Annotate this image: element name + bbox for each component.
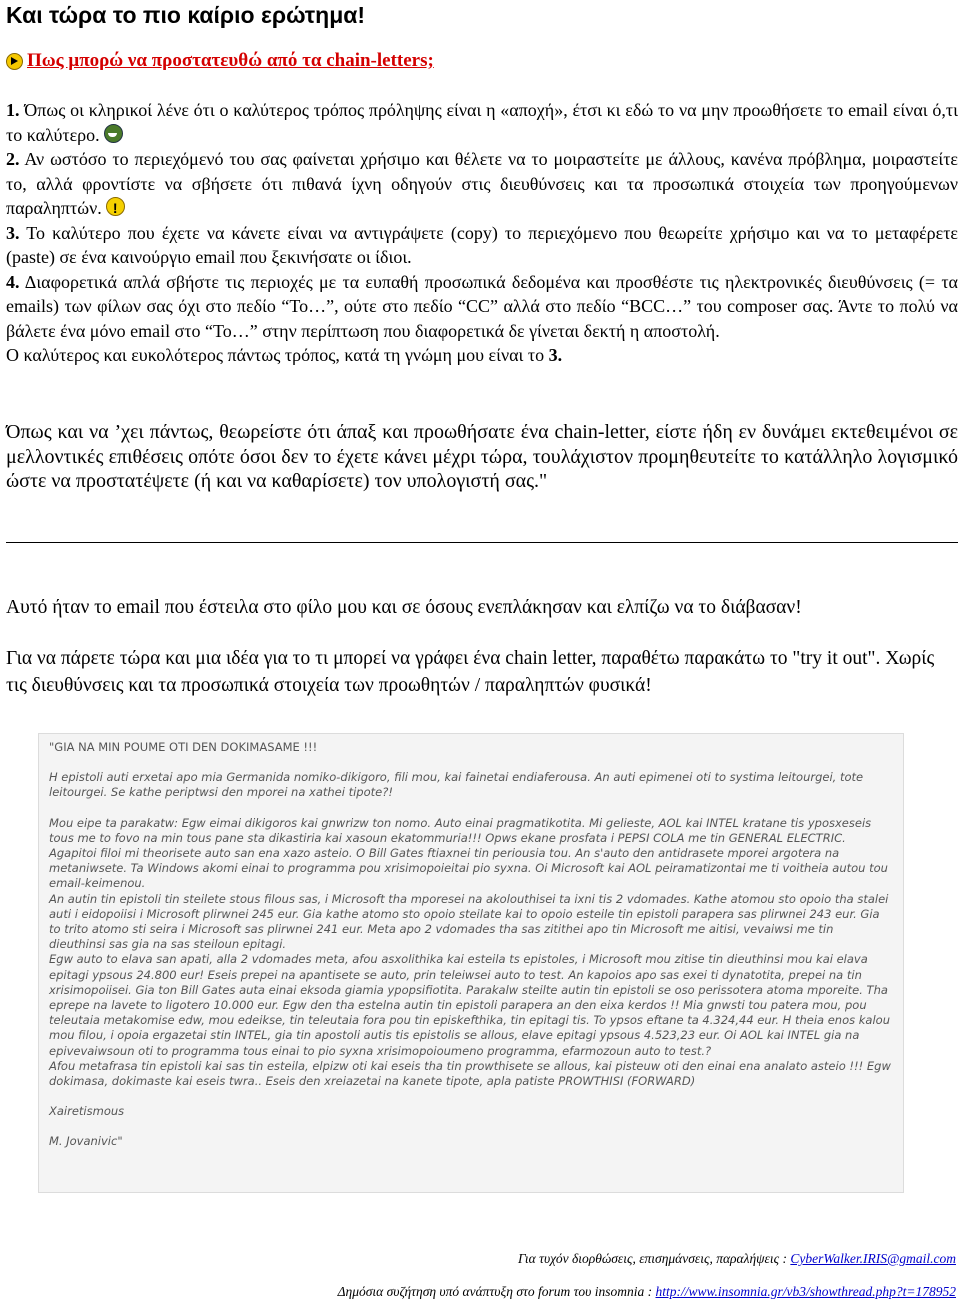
- section-link[interactable]: [6, 50, 434, 72]
- quote-body-5: Afou metafrasa tin epistoli kai sas tin esteila, elpizw oti kai eseis tha tin prowthisete se allous, kai pisteuw oti den einai ena analato asteio !!! Egw dokimasa, dokimaste kai eseis twra.. Eseis den xreiazetai na kanete tipote, apla patiste PROWTHISI (FORWARD): [49, 1058, 891, 1089]
- step-text: Αν ωστόσο το περιεχόμενό του σας φαίνεται χρήσιμο και θέλετε να το μοιραστείτε με άλλους, κανένα πρόβλημα, μοιραστείτε το, αλλά φροντίστε να σβήσετε ότι πιθανά ίχνη οδηγούν στις διευθύνσεις και τα προσωπικά στοιχεία των προηγούμενων παραληπτών.: [6, 149, 958, 218]
- exclamation-emoticon-icon: [106, 197, 125, 216]
- quote-body-1: Mou eipe ta parakatw: Egw eimai dikigoros kai gnwrizw ton nomo. Auto einai pragmatikotita. Mi gelieste, AOL kai INTEL kratane tis yposxeseis tous me to fovo na min tous pane sta dikastiria kai xasoun ekatommuria!!! Opws ekane prosfata i PEPSI COLA me tin GENERAL ELECTRIC.: [49, 815, 872, 845]
- step-number: 4.: [6, 271, 20, 292]
- quote-title: "GIA NA MIN POUME OTI DEN DOKIMASAME !!!: [49, 740, 318, 754]
- try-it-out-intro: Για να πάρετε τώρα και μια ιδέα για το τι μπορεί να γράφει ένα chain letter, παραθέτω παρακάτω το "try it out". Χωρίς τις διευθύνσεις και τα προσωπικά στοιχεία των προωθητών / παραληπτών φυσικά!: [6, 648, 935, 696]
- quote-intro: H epistoli auti erxetai apo mia Germanida nomiko-dikigoro, fili mou, kai fainetai endiaferousa. An auti epimenei oti to systima leitourgei, tote leitourgei. Se kathe periptwsi den mporei na xathei tipote?!: [49, 770, 864, 800]
- protection-link[interactable]: Πως μπορώ να προστατευθώ από τα chain-letters;: [27, 50, 434, 71]
- step-number: 1.: [6, 100, 20, 120]
- best-way-text: Ο καλύτερος και ευκολότερος πάντως τρόπος, κατά τη γνώμη μου είναι το: [6, 345, 545, 365]
- quote-body-3: An autin tin epistoli tin steilete stous filous sas, i Microsoft tha mporesei na akolouthisei ta ixni tis 2 vdomades. Kathe atomou sto opoio tha stalei auti i eidopoiisi i Microsoft plirwnei 245 eur. Gia kathe atomo sto opoio steilate kai to opoio esteile tin epistoli parapera sas plirwnei 243 eur. Gia to trito atomo sti seira i Microsoft sas plirwnei 241 eur. Meta apo 2 vdomades tha sas zitithei apo tin Microsoft me aitisi, vevaiwsi me tin dieuthinsi sas gia na sas steiloun epitagi.: [49, 891, 889, 952]
- forum-thread-link[interactable]: http://www.insomnia.gr/vb3/showthread.php?t=178952: [655, 1284, 956, 1299]
- discussion-label: Δημόσια συζήτηση υπό ανάπτυξη στο forum του insomnia :: [337, 1284, 653, 1299]
- footer-discussion: [338, 1284, 956, 1300]
- step-3: [6, 221, 958, 270]
- steps-list: [6, 98, 958, 368]
- best-way-number: 3.: [548, 345, 563, 365]
- step-text: Όπως οι κληρικοί λένε ότι ο καλύτερος τρόπος πρόληψης είναι η «αποχή», έτσι κι εδώ το να μην προωθήσετε το email είναι ό,τι το καλύτερο.: [6, 100, 958, 145]
- corrections-label: Για τυχόν διορθώσεις, επισημάνσεις, παραλήψεις :: [518, 1251, 787, 1266]
- best-way-line: [6, 343, 958, 368]
- step-1: [6, 98, 958, 147]
- grin-emoticon-icon: [104, 124, 123, 143]
- step-text: Διαφορετικά απλά σβήστε τις περιοχές με τα ευπαθή προσωπικά δεδομένα και προσθέστε τις ηλεκτρονικές διευθύνσεις (= τα emails) των φίλων σας όχι στο πεδίο “To…”, ούτε στο πεδίο “CC” αλλά στο πεδίο “BCC…” του composer σας. Άντε το πολύ να βάλετε ένα μόνο email στο “To…” στην περίπτωση που διαφορετικά δε γίνεται δεκτή η αποστολή.: [6, 271, 958, 341]
- closing-paragraph: Όπως και να ’χει πάντως, θεωρείστε ότι άπαξ και προωθήσατε ένα chain-letter, είστε ήδη εν δυνάμει εκτεθειμένοι σε μελλοντικές επιθέσεις οπότε όσοι δεν το έχετε κάνει μέχρι τώρα, τουλάχιστον προμηθευτείτε το κατάλληλο λογισμικό ώστε να προστατέψετε (ή και να καθαρίσετε) τον υπολογιστή σας.": [6, 421, 958, 492]
- contact-email-link[interactable]: CyberWalker.IRIS@gmail.com: [790, 1251, 956, 1266]
- chain-letter-quote: [38, 733, 904, 1193]
- step-2: [6, 147, 958, 221]
- page-heading: Και τώρα το πιο καίριο ερώτημα!: [6, 2, 366, 28]
- quote-signoff: Xairetismous: [49, 1104, 125, 1119]
- sent-email-note: Αυτό ήταν το email που έστειλα στο φίλο μου και σε όσους ενεπλάκησαν και ελπίζω να το διάβασαν!: [6, 597, 802, 618]
- step-text: Το καλύτερο που έχετε να κάνετε είναι να αντιγράψετε (copy) το περιεχόμενο που θεωρείτε χρήσιμο και να το μεταφέρετε (paste) σε ένα καινούργιο email που ξεκινήσατε οι ίδιοι.: [6, 222, 958, 267]
- step-number: 3.: [6, 222, 20, 243]
- quote-signature: M. Jovanivic": [49, 1134, 123, 1149]
- horizontal-divider: [6, 542, 958, 543]
- arrow-right-icon: [6, 53, 23, 70]
- quote-body-2: Agapitoi filoi mi theorisete auto san ena xazo asteio. O Bill Gates ftiaxnei tin periousia tou. An s'auto den antidrasete mporei argotera na metaniwsete. Ta Windows akomi einai to programma pou xrisimopoieitai pio syxna. Oi Microsoft kai AOL peiramatizontai me ti voitheia autou tou email-keimenou.: [49, 846, 888, 891]
- step-4: [6, 270, 958, 344]
- footer-corrections: [518, 1251, 956, 1267]
- step-number: 2.: [6, 149, 20, 169]
- quote-body-4: Egw auto to elava san apati, alla 2 vdomades meta, afou asxolithika kai esteila ts epistoles, i Microsoft mou zitise tin dieuthinsi mou kai elava epitagi ypsous 24.800 eur! Eseis prepei na apantisete se auto, prin teleiwsei auto to test. An kapoios apo sas exei ti dynatotita, prepei na tin xrisimopoiisei. Gia ton Bill Gates auta einai eksoda giamia ypopsifiotita. Parakalw steilte autin tin epistoli se oso perissotera atoma mporeite. Tha eprepe na lavete to ligotero 10.000 eur. Egw den tha estelna autin tin epistoli parapera an den eixa kerdos !! Mia gnwsti tou patera mou, pou teleutaia metakomise edw, mou edeikse, tin teleutaia fora pou tin episkefthika, tin epitagi tis. To ypsos eftane ta 4.324,44 eur. H theia enos kalou mou filou, i opoia ergazetai stin INTEL, gia tin apostoli autis tis epistolis se allous, elave epitagi ypsous 4.523,23 eur. Oi AOL kai INTEL gia na epivevaiwsoun oti to programma tous einai to pio syxna xrisimopoioumeno programma, efarmozoun auto to test.?: [49, 952, 890, 1058]
